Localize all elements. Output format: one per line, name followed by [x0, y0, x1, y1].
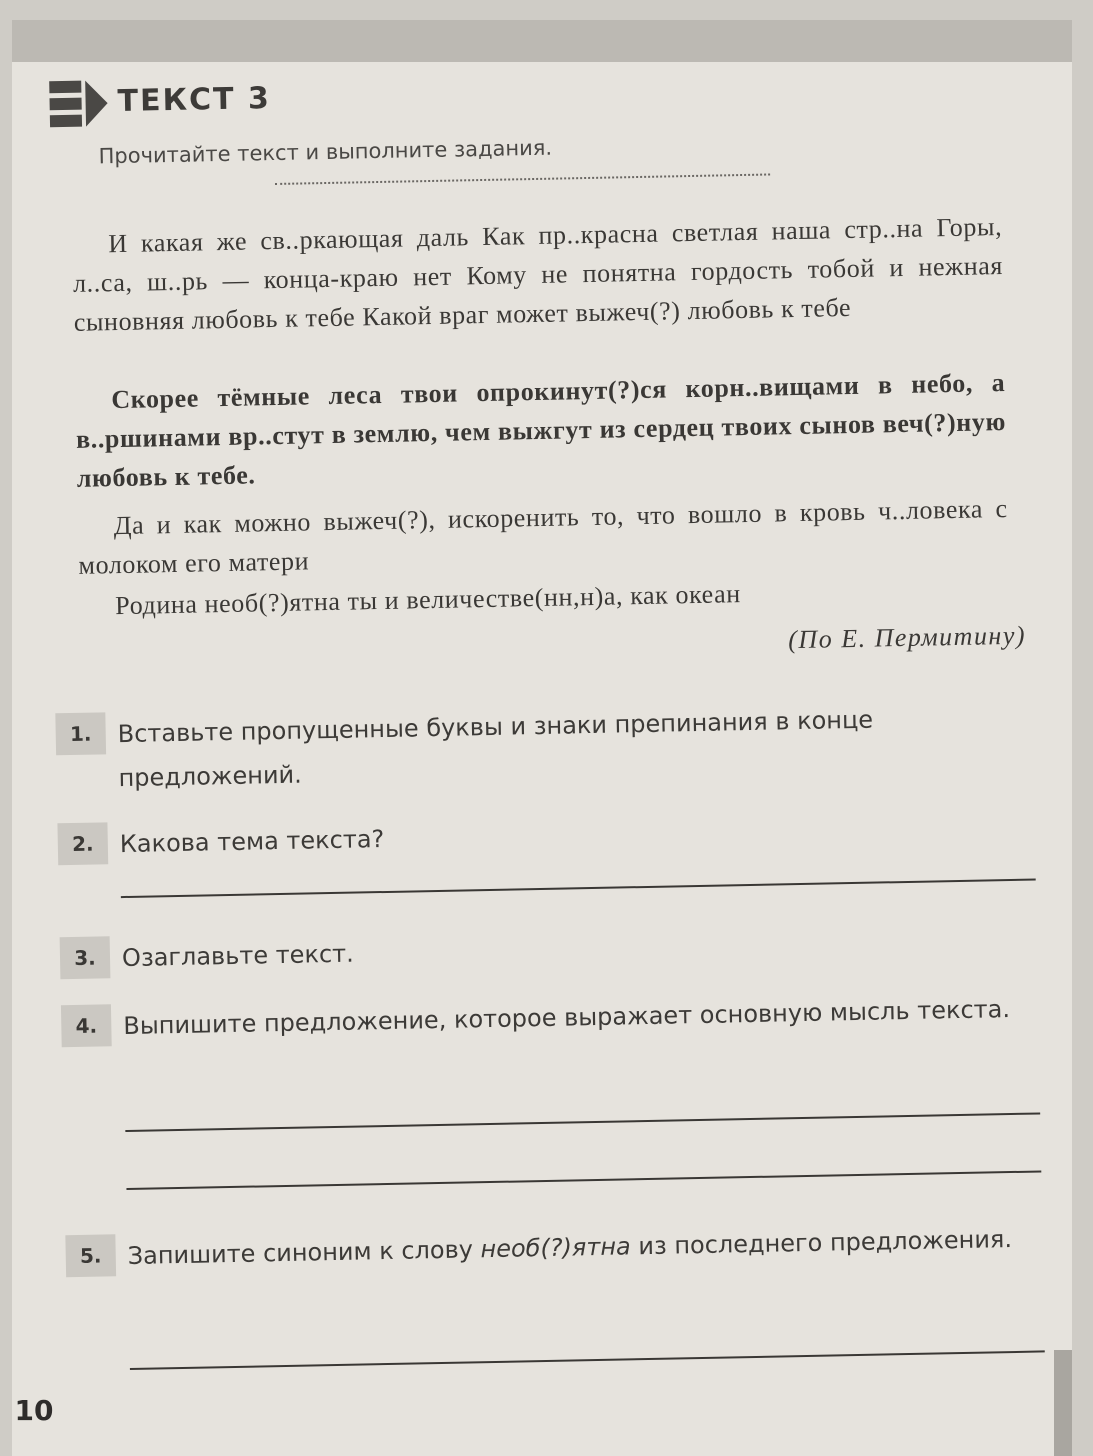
task-1	[55, 694, 1055, 793]
section-title: ТЕКСТ 3	[117, 81, 272, 119]
paragraph-4: Родина необ(?)ятна ты и величестве(нн,н)а, как океан	[114, 579, 742, 621]
paragraph-3: Да и как можно выжеч(?), искоренить то, что вошло в кровь ч..ловека с молоком его матери	[78, 493, 1008, 580]
paragraph-1: И какая же св..ркающая даль Как пр..красна светлая наша стр..на Горы, л..са, ш..рь — конца-краю нет Кому не понятна гордость тобой и нежная сыновняя любовь к тебе Какой враг может выжеч(?) любовь к тебе	[72, 212, 1004, 337]
answer-line[interactable]	[126, 1170, 1041, 1190]
task-number: 3.	[60, 936, 111, 979]
author-attribution: (По Е. Пермитину)	[787, 620, 1027, 655]
task-number: 1.	[55, 712, 106, 755]
answer-line[interactable]	[121, 879, 1036, 899]
paragraph-2: Скорее тёмные леса твои опрокинут(?)ся корн..вищами в небо, а в..ршинами вр..стут в землю, чем выжгут из сердец твоих сынов веч(?)ную любовь к тебе.	[75, 368, 1007, 493]
instruction-text: Прочитайте текст и выполните задания.	[98, 135, 553, 169]
workbook-page	[12, 20, 1072, 1456]
task-text: Выпишите предложение, которое выражает основную мысль текста.	[123, 995, 1011, 1041]
dotted-line	[275, 173, 770, 185]
task-text: Озаглавьте текст.	[121, 939, 354, 973]
task-text: Какова тема текста?	[119, 825, 385, 859]
page-number: 10	[14, 1393, 54, 1427]
task-5	[65, 1216, 1065, 1271]
highlighted-word: необ(?)ятна	[480, 1232, 631, 1264]
task-text: Вставьте пропущенные буквы и знаки препинания в конце предложений.	[117, 705, 874, 793]
section-marker-icon	[49, 80, 110, 127]
task-2	[57, 804, 1057, 859]
answer-line[interactable]	[125, 1112, 1040, 1132]
task-text: Запишите синоним к слову необ(?)ятна из последнего предложения.	[127, 1225, 1013, 1271]
answer-line[interactable]	[130, 1350, 1045, 1370]
task-number: 4.	[61, 1004, 112, 1047]
task-number: 2.	[57, 822, 108, 865]
task-number: 5.	[65, 1234, 116, 1277]
task-3	[60, 918, 1060, 973]
page-content	[12, 20, 1072, 1456]
task-4	[61, 986, 1061, 1041]
